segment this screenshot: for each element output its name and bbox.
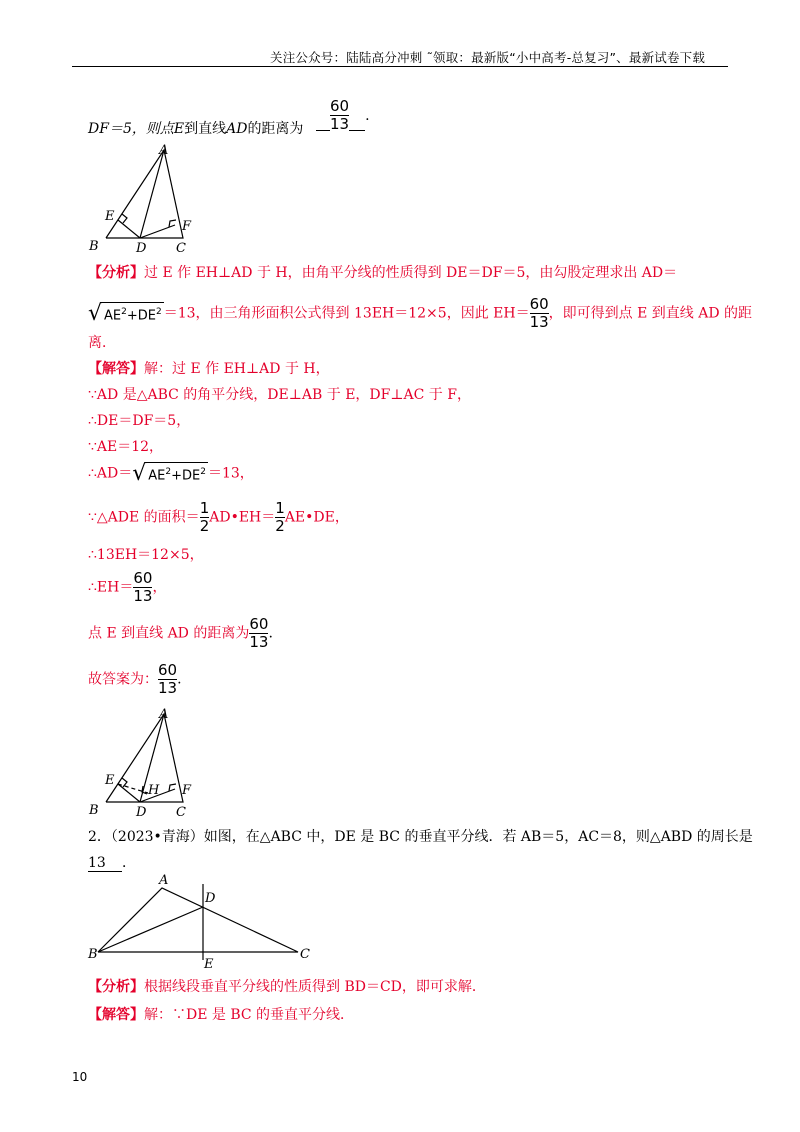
- fig1-label-b: B: [89, 239, 99, 254]
- half-fraction-2: $\frac{1}{2}$: [275, 499, 285, 535]
- figure-2-triangle: [86, 704, 206, 819]
- q1-solution-line9: 点 E 到直线 AD 的距离为 $\frac{60}{13}$ .: [88, 615, 273, 651]
- header-rule: [72, 66, 728, 67]
- q2-stem-line1: 2．（2023•青海）如图，在△ABC 中，DE 是 BC 的垂直平分线．若 AB＝5，AC＝8，则△ABD 的周长是: [88, 829, 753, 845]
- fig2-label-f: F: [182, 783, 192, 798]
- q1-solution-line5: ∴AD＝√ $AE^2+DE^2 =13$，: [88, 460, 254, 486]
- q1-solution-line2: ∵AD 是△ABC 的角平分线，DE⊥AB 于 E，DF⊥AC 于 F，: [88, 387, 471, 403]
- fig3-label-d: D: [205, 891, 216, 906]
- q1-analysis-line1: 【分析】过 E 作 EH⊥AD 于 H，由角平分线的性质得到 DE＝DF＝5，由勾股定理求出 AD＝: [88, 265, 678, 281]
- fig1-label-a: A: [159, 143, 169, 158]
- q2-stem-line2: 13 ．: [88, 855, 136, 871]
- q1-solution-line4: ∵AE＝12，: [88, 439, 164, 455]
- q2-answer-blank: 13: [88, 855, 122, 872]
- fig2-label-d: D: [136, 805, 147, 819]
- q1-solution-line1: 【解答】解：过 E 作 EH⊥AD 于 H，: [88, 361, 330, 377]
- distance-fraction: $\frac{60}{13}$: [249, 615, 269, 651]
- q2-analysis: 【分析】根据线段垂直平分线的性质得到 BD＝CD，即可求解．: [88, 979, 486, 995]
- q1-analysis-line2: √ $AE^2+DE^2 =13$，由三角形面积公式得到 13EH＝12×5，因此 EH＝ $\frac{60}{13}$ ，即可得到点 E 到直线 AD 的距: [88, 295, 753, 331]
- fig1-label-c: C: [176, 241, 186, 255]
- fig1-label-d: D: [136, 241, 147, 255]
- analysis-sqrt: √ $AE^2+DE^2$: [88, 300, 162, 326]
- figure-3-triangle: [86, 870, 326, 970]
- q1-answer-fraction: $\frac{60}{13}$: [330, 97, 350, 133]
- q1-answer-blank: $\frac{60}{13}$ .: [316, 98, 370, 133]
- fig3-label-a: A: [159, 873, 169, 888]
- fig1-label-f: F: [182, 219, 192, 234]
- half-fraction-1: $\frac{1}{2}$: [199, 499, 210, 535]
- fig2-label-a: A: [159, 707, 169, 722]
- q1-solution-line6: ∵△ADE 的面积＝ $\frac{1}{2}$ AD•EH＝ $\frac{1}{2}$ AE•DE，: [88, 499, 349, 535]
- page-number: 10: [72, 1070, 88, 1084]
- q1-solution-line10: 故答案为： $\frac{60}{13}$ .: [88, 661, 182, 697]
- fig2-label-h: H: [148, 783, 160, 798]
- fig2-label-c: C: [176, 805, 186, 819]
- fig3-label-c: C: [300, 947, 310, 962]
- q1-solution-line8: ∴EH＝ $\frac{60}{13}$ ，: [88, 569, 167, 605]
- fig3-label-e: E: [204, 957, 214, 970]
- fig2-label-e: E: [105, 773, 115, 788]
- fig2-label-b: B: [89, 803, 99, 818]
- q1-solution-line3: ∴DE＝DF＝5，: [88, 413, 191, 429]
- q1-stem-e: E: [173, 121, 185, 137]
- solution-sqrt: √ $AE^2+DE^2$: [132, 460, 206, 486]
- eh-fraction: $\frac{60}{13}$: [133, 569, 153, 605]
- q1-solution-line7: ∴13EH＝12×5，: [88, 547, 204, 563]
- fig1-label-e: E: [105, 209, 115, 224]
- analysis-fraction: $\frac{60}{13}$: [529, 295, 549, 331]
- q2-solution: 【解答】解：∵DE 是 BC 的垂直平分线．: [88, 1007, 355, 1023]
- page-header: 关注公众号：陆陆高分冲刺 ˜领取：最新版“小中高考-总复习”、最新试卷下载: [270, 50, 706, 65]
- answer-fraction: $\frac{60}{13}$: [158, 661, 178, 697]
- fig3-label-b: B: [88, 947, 98, 962]
- q1-stem: DF＝5，则点E到直线AD的距离为: [88, 121, 304, 137]
- q1-analysis-line3: 离．: [88, 335, 116, 351]
- figure-1-triangle: [86, 140, 206, 255]
